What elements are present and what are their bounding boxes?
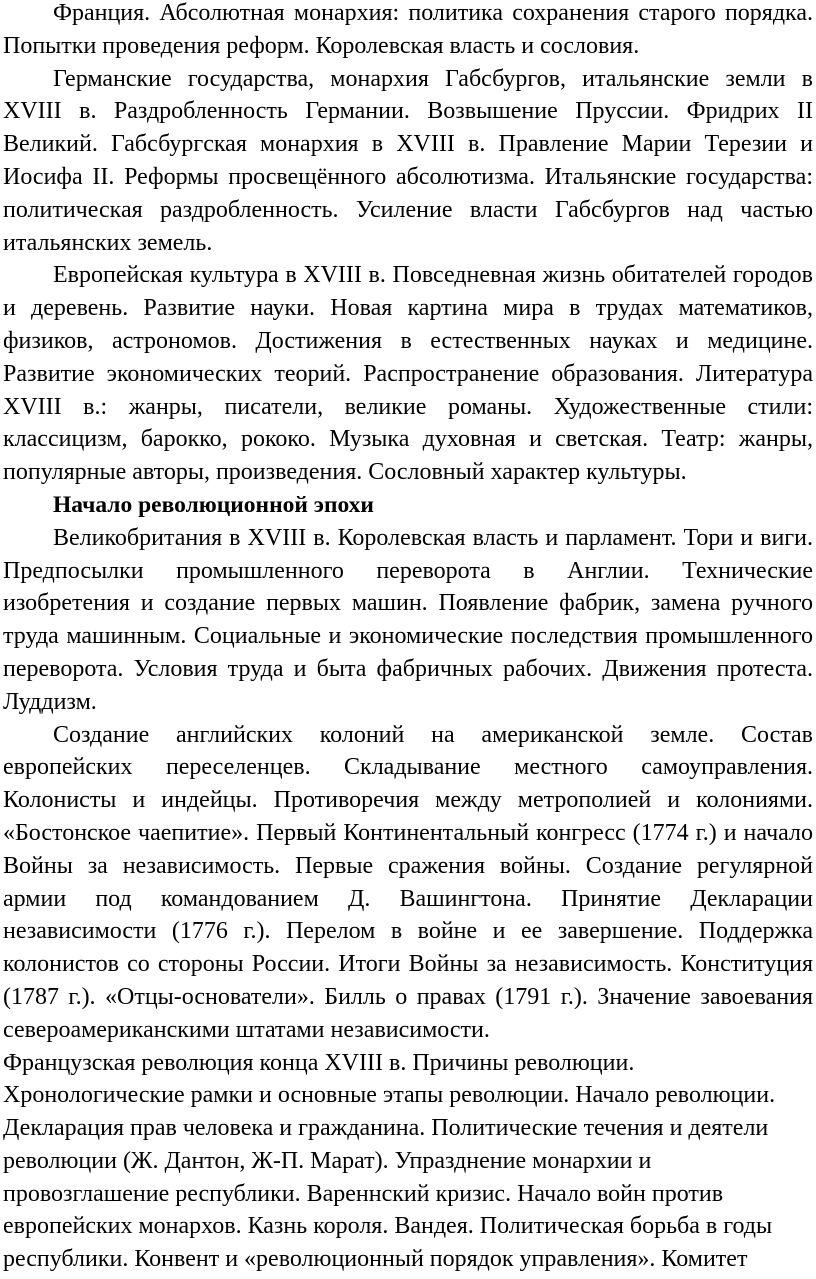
paragraph-france: Франция. Абсолютная монархия: политика сохранения старого порядка. Попытки проведения реформ. Королевская власть и сословия. [3,0,813,59]
text-line: Французская революция конца XVIII в. Причины революции. [3,1049,635,1076]
text-line: Декларация прав человека и гражданина. Политические течения и деятели [3,1115,769,1142]
text-line: Хронологические рамки и основные этапы революции. Начало революции. [3,1082,776,1109]
section-heading: Начало революционной эпохи [53,491,374,518]
text-line: европейских монархов. Казнь короля. Вандея. Политическая борьба в годы [3,1213,773,1240]
paragraph-great-britain: Великобритания в XVIII в. Королевская власть и парламент. Тори и виги. Предпосылки промышленного переворота в Англии. Технические изобретения и создание первых машин. Появление фабрик, замена ручного труда машинным. Социальные и экономические последствия промышленного переворота. Условия труда и быта фабричных рабочих. Движения протеста. Луддизм. [3,524,813,715]
paragraph-german-states: Германские государства, монархия Габсбургов, итальянские земли в XVIII в. Раздробленность Германии. Возвышение Пруссии. Фридрих II Великий. Габсбургская монархия в XVIII в. Правление Марии Терезии и Иосифа II. Реформы просвещённого абсолютизма. Итальянские государства: политическая раздробленность. Усиление власти Габсбургов над частью итальянских земель. [3,65,813,256]
paragraph-american-colonies: Создание английских колоний на американской земле. Состав европейских переселенцев. Складывание местного самоуправления. Колонисты и индейцы. Противоречия между метрополией и колониями. «Бостонское чаепитие». Первый Континентальный конгресс (1774 г.) и начало Войны за независимость. Первые сражения войны. Создание регулярной армии под командованием Д. Вашингтона. Принятие Декларации независимости (1776 г.). Перелом в войне и ее завершение. Поддержка колонистов со стороны России. Итоги Войны за независимость. Конституция (1787 г.). «Отцы-основатели». Билль о правах (1791 г.). Значение завоевания североамериканскими штатами независимости. [3,721,813,1043]
text-line: республики. Конвент и «революционный порядок управления». Комитет [3,1246,748,1273]
paragraph-european-culture: Европейская культура в XVIII в. Повседневная жизнь обитателей городов и деревень. Развитие науки. Новая картина мира в трудах математиков, физиков, астрономов. Достижения в естественных науках и медицине. Развитие экономических теорий. Распространение образования. Литература XVIII в.: жанры, писатели, великие романы. Художественные стили: классицизм, барокко, рококо. Музыка духовная и светская. Театр: жанры, популярные авторы, произведения. Сословный характер культуры. [3,262,813,486]
paragraph-french-revolution [3,1047,813,1277]
text-line: провозглашение республики. Вареннский кризис. Начало войн против [3,1180,724,1207]
text-line: революции (Ж. Дантон, Ж-П. Марат). Упразднение монархии и [3,1147,652,1174]
